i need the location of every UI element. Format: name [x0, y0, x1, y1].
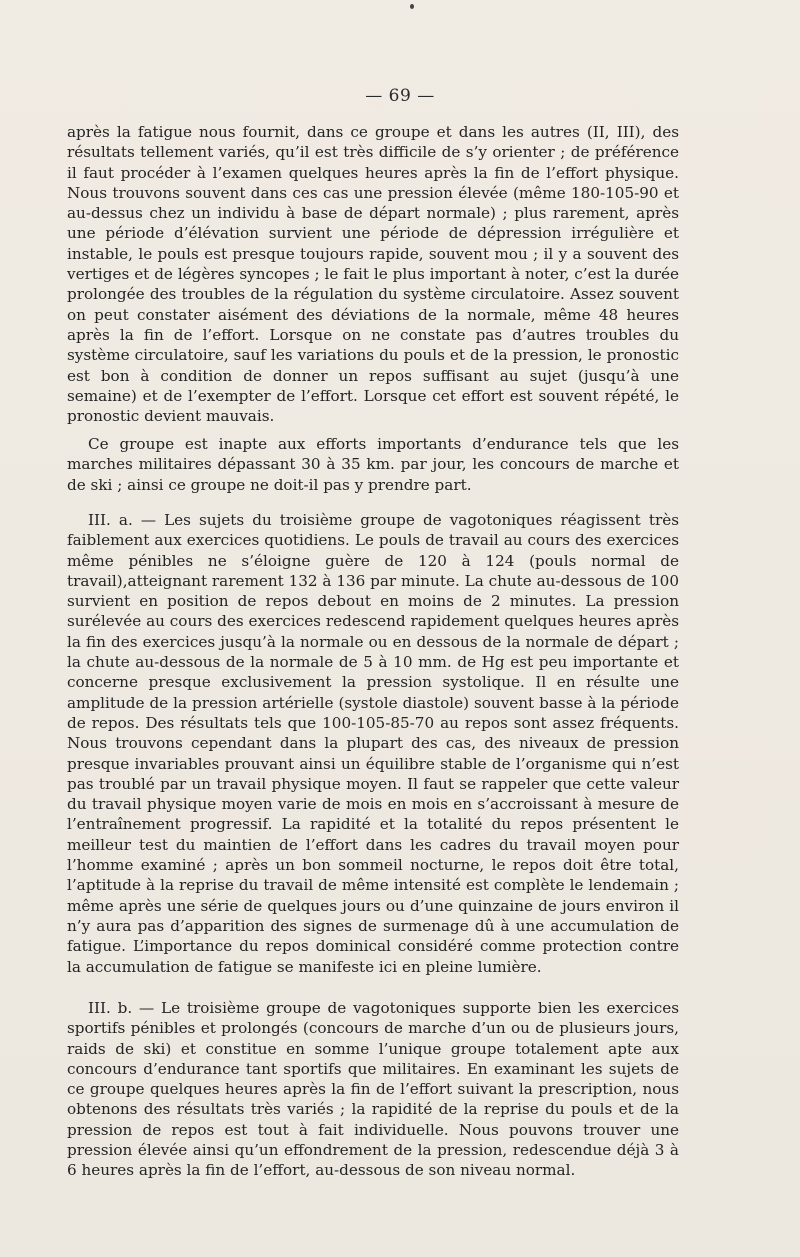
paragraph-group-iii-a	[67, 510, 679, 977]
paragraph-continuation	[67, 122, 679, 426]
paragraph-text: III. a. — Les sujets du troisième groupe de vagotoniques réagissent très faiblement aux exercices quotidiens. Le pouls de travail au cours des exercices même pénibles ne s’éloigne guère de 120 à 124 (pouls normal de travail),atteignant rarement 132 à 136 par minute. La chute au-dessous de 100 survient en position de repos debout en moins de 2 minutes. La pression surélevée au cours des exercices redescend rapidement quelques heures après la fin des exercices jusqu’à la normale ou en dessous de la normale de départ ; la chute au-dessous de la normale de 5 à 10 mm. de Hg est peu importante et concerne presque exclusivement la pression systolique. Il en résulte une amplitude de la pression artérielle (systole diastole) souvent basse à la période de repos. Des résultats tels que 100-105-85-70 au repos sont assez fréquents. Nous trouvons cependant dans la plupart des cas, des niveaux de pression presque invariables prouvant ainsi un équilibre stable de l’organisme qui n’est pas troublé par un travail physique moyen. Il faut se rappeler que cette valeur du travail physique moyen varie de mois en mois en s’accroissant à mesure de l’entraînement progressif. La rapidité et la totalité du repos présentent le meilleur test du maintien de l’effort dans les cadres du travail moyen pour l’homme examiné ; après un bon sommeil nocturne, le repos doit être total, l’aptitude à la reprise du travail de même intensité est complète le lendemain ; même après une série de quelques jours ou d’une quinzaine de jours environ il n’y aura pas d’apparition des signes de surmenage dû à une accumulation de fatigue. L’importance du repos dominical considéré comme protection contre la accumulation de fatigue se manifeste ici en pleine lumière.	[67, 511, 679, 976]
page-number: — 69 —	[365, 86, 435, 106]
paragraph-group-iii-b	[67, 998, 679, 1181]
paragraph-text: après la fatigue nous fournit, dans ce groupe et dans les autres (II, III), des résultats tellement variés, qu’il est très difficile de s’y orienter ; de préférence il faut procéder à l’examen quelques heures après la fin de l’effort physique. Nous trouvons souvent dans ces cas une pression élevée (même 180-105-90 et au-dessus chez un individu à base de départ normale) ; plus rarement, après une période d’élévation survient une période de dépression irrégulière et instable, le pouls est presque toujours rapide, souvent mou ; il y a souvent des vertiges et de légères syncopes ; le fait le plus important à noter, c’est la durée prolongée des troubles de la régulation du système circulatoire. Assez souvent on peut constater aisément des déviations de la normale, même 48 heures après la fin de l’effort. Lorsque on ne constate pas d’autres troubles du système circulatoire, sauf les variations du pouls et de la pression, le pronostic est bon à condition de donner un repos suffisant au sujet (jusqu’à une semaine) et de l’exempter de l’effort. Lorsque cet effort est souvent répété, le pronostic devient mauvais.	[67, 123, 679, 426]
paragraph-text: III. b. — Le troisième groupe de vagotoniques supporte bien les exercices sportifs pénibles et prolongés (concours de marche d’un ou de plusieurs jours, raids de ski) et constitue en somme l’unique groupe totalement apte aux concours d’endurance tant sportifs que militaires. En examinant les sujets de ce groupe quelques heures après la fin de l’effort suivant la prescription, nous obtenons des résultats très variés ; la rapidité de la reprise du pouls et de la pression de repos est tout à fait individuelle. Nous pouvons trouver une pression élevée ainsi qu’un effondrement de la pression, redescendue déjà 3 à 6 heures après la fin de l’effort, au-dessous de son niveau normal.	[67, 999, 679, 1180]
paragraph-group-inapt	[67, 434, 679, 495]
paragraph-text: Ce groupe est inapte aux efforts importants d’endurance tels que les marches militaires dépassant 30 à 35 km. par jour, les concours de marche et de ski ; ainsi ce groupe ne doit-il pas y prendre part.	[67, 435, 679, 494]
ink-dot	[410, 4, 414, 9]
